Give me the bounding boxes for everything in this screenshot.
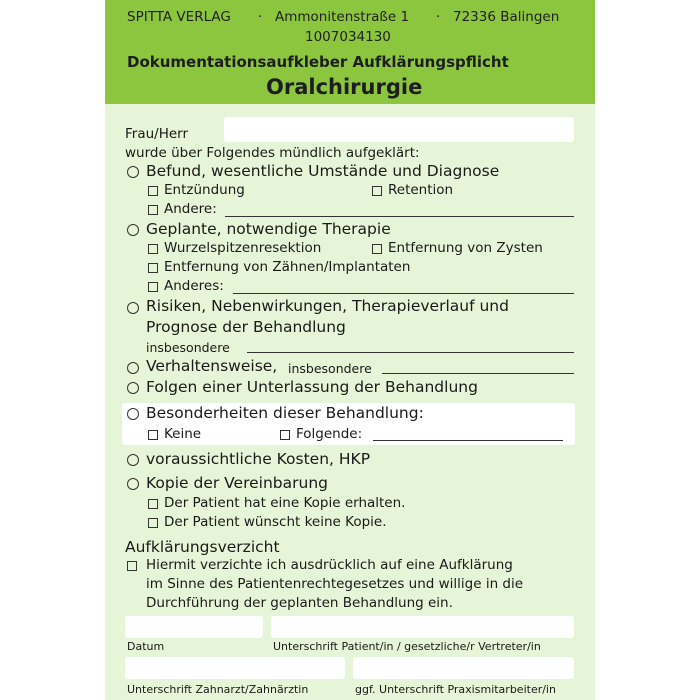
publisher-name: SPITTA VERLAG <box>127 9 231 25</box>
besonderheiten-title: Besonderheiten dieser Behandlung: <box>146 404 424 422</box>
kopie-erhalten-checkbox[interactable] <box>148 499 158 509</box>
kopie-erhalten-label: Der Patient hat eine Kopie erhalten. <box>164 495 406 511</box>
verhalten-radio[interactable] <box>127 362 139 374</box>
therapie-radio[interactable] <box>127 224 139 236</box>
risiken-line[interactable] <box>247 352 574 353</box>
publisher-address: Ammonitenstraße 1 <box>275 9 410 25</box>
verhalten-note: insbesondere <box>288 361 372 376</box>
befund-andere-line[interactable] <box>225 216 574 217</box>
form-subtitle: Oralchirurgie <box>266 75 423 99</box>
verzicht-line3: Durchführung der geplanten Behandlung ein. <box>146 595 453 611</box>
folgen-title: Folgen einer Unterlassung der Behandlung <box>146 378 478 396</box>
wurzelspitzenresektion-checkbox[interactable] <box>148 244 158 254</box>
dentist-signature-label: Unterschrift Zahnarzt/Zahnärztin <box>127 683 309 696</box>
therapie-anderes-line[interactable] <box>233 293 574 294</box>
date-label: Datum <box>127 640 165 653</box>
separator-1: · <box>258 9 263 25</box>
keine-label: Keine <box>164 426 202 442</box>
kosten-radio[interactable] <box>127 454 139 466</box>
date-field[interactable] <box>125 616 263 638</box>
folgende-checkbox[interactable] <box>280 430 290 440</box>
publisher-city: 72336 Balingen <box>453 9 560 25</box>
risiken-title-line1: Risiken, Nebenwirkungen, Therapieverlauf und <box>146 297 509 315</box>
folgende-label: Folgende: <box>296 426 363 442</box>
verhalten-line[interactable] <box>382 373 574 374</box>
therapie-anderes-label: Anderes: <box>164 278 224 294</box>
form-title: Dokumentationsaufkleber Aufklärungspflicht <box>127 53 509 71</box>
retention-label: Retention <box>388 182 454 198</box>
befund-radio[interactable] <box>127 166 139 178</box>
befund-title: Befund, wesentliche Umstände und Diagnose <box>146 162 500 180</box>
patient-signature-label: Unterschrift Patient/in / gesetzliche/r Vertreter/in <box>273 640 541 653</box>
keine-kopie-checkbox[interactable] <box>148 518 158 528</box>
verzicht-line2: im Sinne des Patientenrechtegesetzes und willige in die <box>146 576 524 592</box>
intro-text: wurde über Folgendes mündlich aufgeklärt: <box>125 145 420 161</box>
besonderheiten-radio[interactable] <box>127 408 139 420</box>
article-number: 1007034130 <box>305 29 391 45</box>
therapie-title: Geplante, notwendige Therapie <box>146 220 391 238</box>
kopie-title: Kopie der Vereinbarung <box>146 474 328 492</box>
staff-signature-label: ggf. Unterschrift Praxismitarbeiter/in <box>355 683 556 696</box>
label-card <box>105 0 595 700</box>
risiken-title-line2: Prognose der Behandlung <box>146 318 346 336</box>
verzicht-heading: Aufklärungsverzicht <box>125 538 280 556</box>
zysten-checkbox[interactable] <box>372 244 382 254</box>
entzuendung-label: Entzündung <box>164 182 245 198</box>
risiken-note: insbesondere <box>146 340 230 355</box>
kopie-radio[interactable] <box>127 478 139 490</box>
verzicht-line1: Hiermit verzichte ich ausdrücklich auf eine Aufklärung <box>146 557 513 573</box>
retention-checkbox[interactable] <box>372 186 382 196</box>
zaehne-implantate-checkbox[interactable] <box>148 263 158 273</box>
zaehne-implantate-label: Entfernung von Zähnen/Implantaten <box>164 259 411 275</box>
zysten-label: Entfernung von Zysten <box>388 240 543 256</box>
patient-signature-field[interactable] <box>271 616 574 638</box>
folgen-radio[interactable] <box>127 382 139 394</box>
risiken-radio[interactable] <box>127 302 139 314</box>
keine-kopie-label: Der Patient wünscht keine Kopie. <box>164 514 387 530</box>
folgende-line[interactable] <box>373 440 563 441</box>
wurzelspitzenresektion-label: Wurzelspitzenresektion <box>164 240 322 256</box>
befund-andere-checkbox[interactable] <box>148 205 158 215</box>
kosten-title: voraussichtliche Kosten, HKP <box>146 450 371 468</box>
befund-andere-label: Andere: <box>164 201 217 217</box>
staff-signature-field[interactable] <box>353 657 574 679</box>
dentist-signature-field[interactable] <box>125 657 345 679</box>
patient-name-field[interactable] <box>224 117 574 142</box>
keine-checkbox[interactable] <box>148 430 158 440</box>
header-band <box>105 0 595 104</box>
entzuendung-checkbox[interactable] <box>148 186 158 196</box>
verhalten-title: Verhaltensweise, <box>146 357 278 375</box>
salutation-label: Frau/Herr <box>125 126 189 142</box>
verzicht-checkbox[interactable] <box>127 561 137 571</box>
therapie-anderes-checkbox[interactable] <box>148 282 158 292</box>
separator-2: · <box>436 9 441 25</box>
